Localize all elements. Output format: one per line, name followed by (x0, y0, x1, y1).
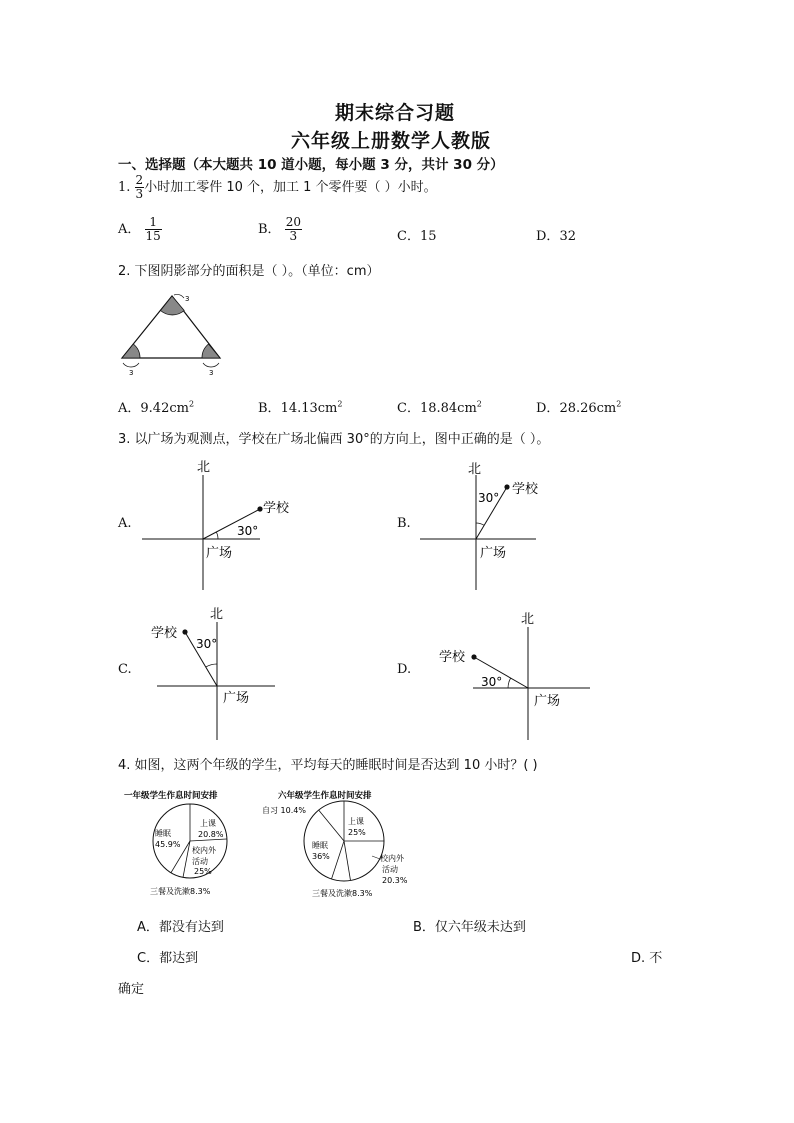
option-label: C． (397, 229, 420, 244)
option-label: A． (118, 401, 141, 416)
fraction-denominator: 3 (135, 187, 144, 201)
option-value: 9.42cm (140, 401, 189, 416)
school-point (182, 629, 187, 634)
fraction-two-thirds (135, 174, 145, 201)
plaza-label: 广场 (534, 694, 561, 709)
school-point (504, 484, 509, 489)
angle-label: 30° (481, 675, 503, 689)
question-2: 2. 下图阴影部分的面积是（ ）。（单位：cm） (118, 264, 380, 279)
dimension-label: 3 (185, 295, 190, 303)
compass-diagram-b[interactable] (418, 455, 553, 590)
option-label: B． (258, 401, 281, 416)
slice-value: 25% (194, 867, 212, 876)
q1-option-c[interactable] (397, 225, 437, 244)
angle-arc (508, 678, 511, 688)
slice-label: 校内外 (192, 846, 216, 855)
school-label: 学校 (512, 482, 539, 497)
q3-option-b-label[interactable]: B. (397, 516, 411, 531)
option-value: 28.26cm (559, 401, 617, 416)
north-label: 北 (521, 612, 535, 627)
triangle-figure (112, 290, 232, 380)
angle-arc (216, 532, 218, 539)
slice-label: 活动 (382, 865, 398, 874)
slice-label: 睡眠 (312, 841, 328, 850)
slice-label: 三餐及洗漱8.3% (312, 889, 373, 898)
school-label: 学校 (151, 626, 178, 641)
option-value: 32 (559, 229, 576, 244)
section-heading: 一、选择题（本大题共 10 道小题，每小题 3 分，共计 30 分） (118, 157, 504, 173)
option-label: D． (536, 401, 560, 416)
chart-title: 六年级学生作息时间安排 (278, 791, 372, 801)
slice-label: 睡眠 (155, 829, 171, 838)
page-subtitle: 六年级上册数学人教版 (291, 130, 492, 152)
option-value: 14.13cm (280, 401, 338, 416)
slice-value: 20.3% (382, 876, 408, 885)
school-label: 学校 (439, 650, 466, 665)
fraction-denominator: 3 (289, 229, 298, 243)
plaza-label: 广场 (206, 546, 233, 561)
page-title: 期末综合习题 (335, 102, 456, 124)
compass-diagram-a[interactable] (140, 455, 290, 590)
superscript: 2 (476, 399, 482, 409)
dimension-label: 3 (129, 369, 134, 377)
compass-diagram-d[interactable] (415, 605, 595, 740)
dimension-label: 3 (209, 369, 214, 377)
angle-label: 30° (196, 637, 218, 651)
q4-option-c[interactable]: C．都达到 (137, 951, 199, 966)
q2-option-a[interactable] (118, 397, 194, 416)
q2-option-b[interactable] (258, 397, 342, 416)
option-value: 18.84cm (419, 401, 477, 416)
chart-title: 一年级学生作息时间安排 (124, 791, 218, 801)
option-fraction (285, 216, 302, 243)
fraction-numerator: 1 (145, 216, 162, 230)
slice-label: 自习 10.4% (262, 806, 306, 815)
question-3: 3. 以广场为观测点，学校在广场北偏西 30°的方向上，图中正确的是（ ）。 (118, 432, 550, 447)
slice-label: 上课 (348, 817, 364, 826)
slice-label: 活动 (192, 857, 208, 866)
slice-label: 校内外 (380, 854, 404, 863)
angle-arc (206, 664, 217, 667)
option-label: B． (258, 222, 281, 237)
q3-option-a-label[interactable]: A. (118, 516, 132, 531)
school-point (471, 654, 476, 659)
superscript: 2 (616, 399, 622, 409)
plaza-label: 广场 (480, 546, 507, 561)
angle-arc (476, 523, 484, 525)
brace-right (203, 363, 219, 367)
brace-left (123, 363, 139, 367)
q3-option-d-label[interactable]: D. (397, 662, 412, 677)
q1-option-d[interactable] (536, 225, 576, 244)
school-point (257, 506, 262, 511)
q4-option-d-continued: 确定 (118, 982, 145, 997)
north-label: 北 (210, 607, 224, 622)
pie-chart-grade1 (118, 786, 258, 901)
q3-option-c-label[interactable]: C. (118, 662, 132, 677)
slice-value: 20.8% (198, 830, 224, 839)
slice-value: 25% (348, 828, 366, 837)
plaza-label: 广场 (223, 691, 250, 706)
q4-option-a[interactable]: A．都没有达到 (137, 920, 224, 935)
q4-option-b[interactable]: B．仅六年级未达到 (413, 920, 526, 935)
fraction-numerator: 20 (285, 215, 301, 229)
slice-label: 上课 (200, 819, 216, 828)
angle-label: 30° (237, 524, 259, 538)
q2-option-c[interactable] (397, 397, 482, 416)
compass-diagram-c[interactable] (145, 600, 280, 740)
slice-value: 36% (312, 852, 330, 861)
option-value: 15 (419, 229, 437, 244)
fraction-numerator: 2 (135, 173, 144, 187)
superscript: 2 (337, 399, 343, 409)
option-fraction (145, 216, 162, 243)
question-1 (118, 174, 437, 201)
q4-option-d[interactable]: D. 不 (631, 951, 663, 966)
shaded-sector-top (161, 296, 185, 315)
school-label: 学校 (263, 501, 290, 516)
q1-option-a[interactable] (118, 216, 162, 243)
fraction-denominator: 15 (145, 229, 161, 243)
north-label: 北 (197, 460, 211, 475)
option-label: C． (397, 401, 420, 416)
slice-label: 三餐及洗漱8.3% (150, 887, 211, 896)
north-label: 北 (468, 462, 482, 477)
pie-chart-grade6 (262, 786, 432, 901)
question-1-text: 小时加工零件 10 个，加工 1 个零件要（ ）小时。 (144, 180, 437, 195)
superscript: 2 (188, 399, 195, 409)
question-1-number: 1. (118, 180, 131, 195)
question-4: 4. 如图，这两个年级的学生，平均每天的睡眠时间是否达到 10 小时？( ) (118, 758, 538, 773)
option-label: A． (118, 222, 141, 237)
option-label: D． (536, 229, 560, 244)
slice-value: 45.9% (155, 840, 181, 849)
angle-label: 30° (478, 491, 500, 505)
q2-option-d[interactable] (536, 397, 621, 416)
brace-top (174, 294, 184, 298)
q1-option-b[interactable] (258, 216, 302, 243)
